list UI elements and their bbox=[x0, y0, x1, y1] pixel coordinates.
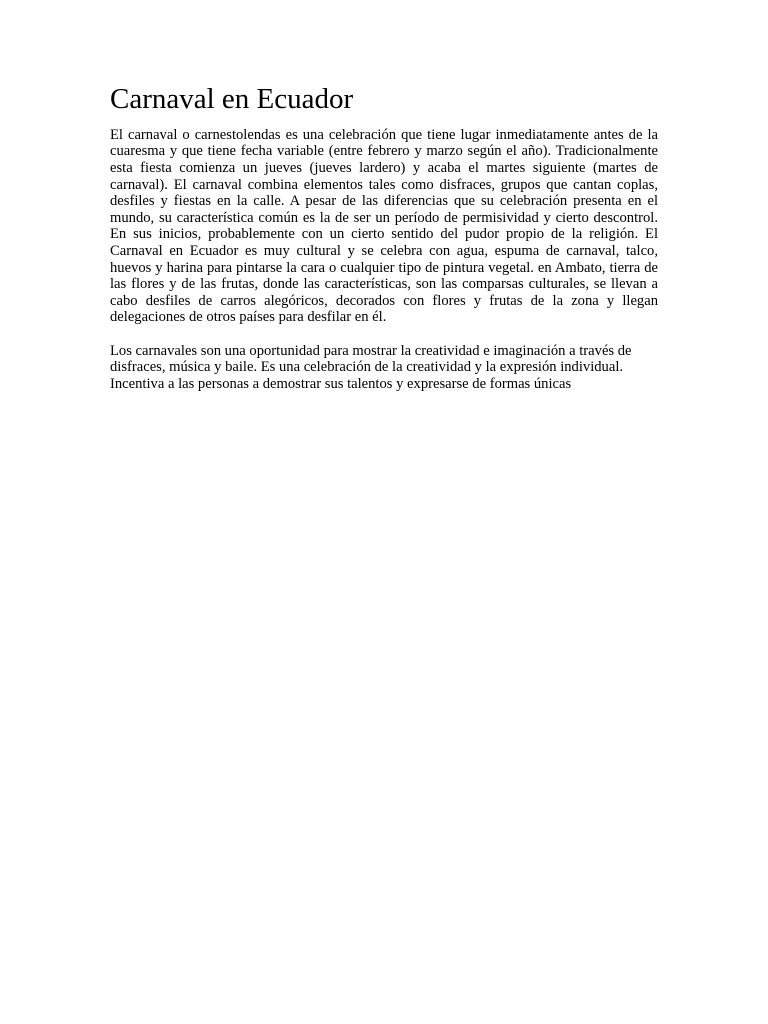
document-title: Carnaval en Ecuador bbox=[110, 83, 354, 115]
document-page bbox=[110, 82, 658, 392]
paragraph-carnaval-description: El carnaval o carnestolendas es una celebración que tiene lugar inmediatamente antes de la cuaresma y que tiene fecha variable (entre febrero y marzo según el año). Tradicionalmente esta fiesta comienza un jueves (jueves lardero) y acaba el martes siguiente (martes de carnaval). El carnaval combina elementos tales como disfraces, grupos que cantan coplas, desfiles y fiestas en la calle. A pesar de las diferencias que su celebración presenta en el mundo, su característica común es la de ser un período de permisividad y cierto descontrol. En sus inicios, probablemente con un cierto sentido del pudor propio de la religión. El Carnaval en Ecuador es muy cultural y se celebra con agua, espuma de carnaval, talco, huevos y harina para pintarse la cara o cualquier tipo de pintura vegetal. en Ambato, tierra de las flores y de las frutas, donde las características, son las comparsas culturales, se llevan a cabo desfiles de carros alegóricos, decorados con flores y frutas de la zona y llegan delegaciones de otros países para desfilar en él. bbox=[110, 126, 658, 326]
paragraph-creativity: Los carnavales son una oportunidad para mostrar la creatividad e imaginación a través de disfraces, música y baile. Es una celebración de la creatividad y la expresión individual. Incentiva a las personas a demostrar sus talentos y expresarse de formas únicas bbox=[110, 342, 632, 392]
